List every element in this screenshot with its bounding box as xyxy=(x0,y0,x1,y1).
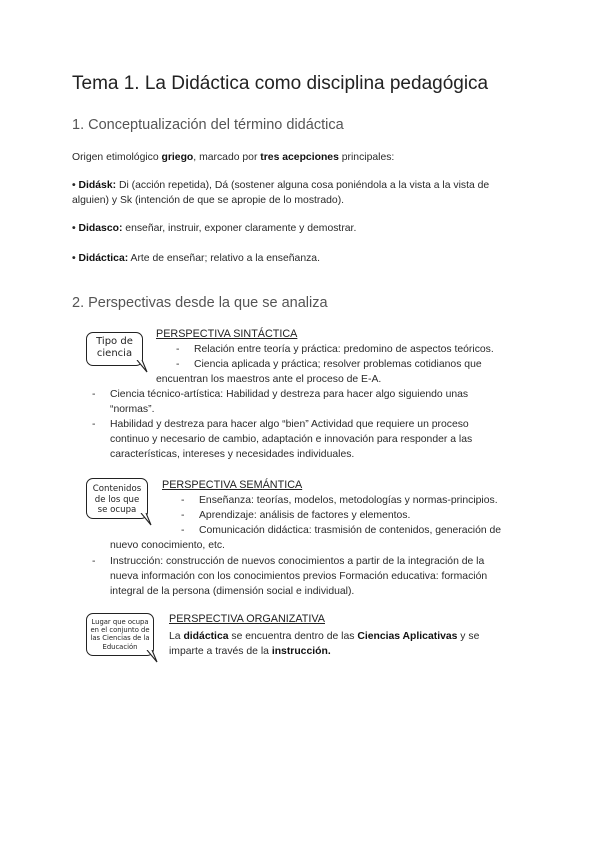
org-bold: Ciencias Aplicativas xyxy=(357,631,458,642)
sintactica-item2: - Habilidad y destreza para hacer algo “bien” Actividad que requiere un proceso xyxy=(92,419,469,430)
sintactica-sub1: - Relación entre teoría y práctica: predomino de aspectos teóricos. xyxy=(176,344,494,355)
intro-bold-2: tres acepciones xyxy=(260,152,339,163)
callout-lugar xyxy=(86,613,154,656)
intro-bold-1: griego xyxy=(161,152,194,163)
semantica-sub1: - Enseñanza: teorías, modelos, metodologías y normas-principios. xyxy=(181,495,498,506)
sub-text: Comunicación didáctica: trasmisión de contenidos, generación de xyxy=(199,525,502,536)
bullet-dot: • xyxy=(72,223,79,234)
bullet-dot: • xyxy=(72,180,79,191)
heading-sintactica: PERSPECTIVA SINTÁCTICA xyxy=(156,328,298,340)
semantica-item1-cont1: nueva información con los conocimientos previos Formación educativa: formación xyxy=(110,571,488,582)
callout-label: Contenidos de los que se ocupa xyxy=(92,484,142,515)
bullet-didactica xyxy=(72,251,532,266)
callout-tail-icon xyxy=(140,513,154,527)
sintactica-item2-cont2: características, intereses y necesidades individuales. xyxy=(110,449,355,460)
sub-text: Aprendizaje: análisis de factores y elementos. xyxy=(199,510,411,521)
bullet-text: Arte de enseñar; relativo a la enseñanza. xyxy=(128,253,320,264)
semantica-sub2: - Aprendizaje: análisis de factores y elementos. xyxy=(181,510,411,521)
section1-intro xyxy=(72,150,532,165)
semantica-item1: - Instrucción: construcción de nuevos conocimientos a partir de la integración de la xyxy=(92,556,485,567)
semantica-sub3: - Comunicación didáctica: trasmisión de contenidos, generación de xyxy=(181,525,502,536)
organizativa-line2 xyxy=(169,644,331,659)
intro-text-3: principales: xyxy=(338,152,395,163)
sintactica-sub2: - Ciencia aplicada y práctica; resolver problemas cotidianos que xyxy=(176,359,482,370)
sintactica-item2-cont1: continuo y necesario de cambio, adaptación e innovación para responder a las xyxy=(110,434,473,445)
callout-label: Lugar que ocupa en el conjunto de las Ciencias de la Educación xyxy=(90,618,150,651)
org-text: imparte a través de la xyxy=(169,646,272,657)
callout-contenidos xyxy=(86,478,148,519)
sintactica-item1-cont: “normas”. xyxy=(110,404,155,415)
bullet-didasco xyxy=(72,221,532,236)
bullet-didask xyxy=(72,178,522,208)
bullet-dot: • xyxy=(72,253,79,264)
intro-text-2: , marcado por xyxy=(193,152,261,163)
heading-organizativa: PERSPECTIVA ORGANIZATIVA xyxy=(169,613,325,625)
item-text: Ciencia técnico-artística: Habilidad y destreza para hacer algo siguiendo unas xyxy=(110,389,469,400)
heading-semantica: PERSPECTIVA SEMÁNTICA xyxy=(162,479,303,491)
callout-label: Tipo de ciencia xyxy=(96,336,133,359)
semantica-sub3-cont: nuevo conocimiento, etc. xyxy=(110,540,225,551)
callout-tail-icon xyxy=(146,650,160,664)
bullet-text: Di (acción repetida), Dá (sostener alguna cosa poniéndola a la vista a la vista de alguien) y Sk (intención de que se apropie de lo mostrado). xyxy=(72,180,490,206)
bullet-term: Didásk: xyxy=(78,180,117,191)
item-text: Instrucción: construcción de nuevos conocimientos a partir de la integración de la xyxy=(110,556,485,567)
section2-heading: 2. Perspectivas desde la que se analiza xyxy=(72,295,328,311)
sintactica-sub2-cont: encuentran los maestros ante el proceso de E-A. xyxy=(156,374,382,385)
section1-heading: 1. Conceptualización del término didáctica xyxy=(72,117,344,133)
bullet-term: Didáctica: xyxy=(78,253,129,264)
bullet-term: Didasco: xyxy=(78,223,123,234)
item-text: Habilidad y destreza para hacer algo “bien” Actividad que requiere un proceso xyxy=(110,419,469,430)
org-bold: didáctica xyxy=(183,631,229,642)
bullet-text: enseñar, instruir, exponer claramente y demostrar. xyxy=(122,223,357,234)
sintactica-item1: - Ciencia técnico-artística: Habilidad y destreza para hacer algo siguiendo unas xyxy=(92,389,469,400)
page-title: Tema 1. La Didáctica como disciplina pedagógica xyxy=(72,73,489,94)
org-text: La xyxy=(169,631,184,642)
org-bold: instrucción. xyxy=(271,646,331,657)
sub-text: Ciencia aplicada y práctica; resolver problemas cotidianos que xyxy=(194,359,482,370)
intro-text-1: Origen etimológico xyxy=(72,152,162,163)
callout-tipo-de-ciencia xyxy=(86,332,143,366)
organizativa-line1 xyxy=(169,629,479,644)
semantica-item1-cont2: integral de la persona (dimensión social e individual). xyxy=(110,586,355,597)
org-text: se encuentra dentro de las xyxy=(228,631,358,642)
callout-tail-icon xyxy=(136,360,150,374)
org-text: y se xyxy=(457,631,480,642)
sub-text: Enseñanza: teorías, modelos, metodologías y normas-principios. xyxy=(199,495,498,506)
sub-text: Relación entre teoría y práctica: predomino de aspectos teóricos. xyxy=(194,344,494,355)
